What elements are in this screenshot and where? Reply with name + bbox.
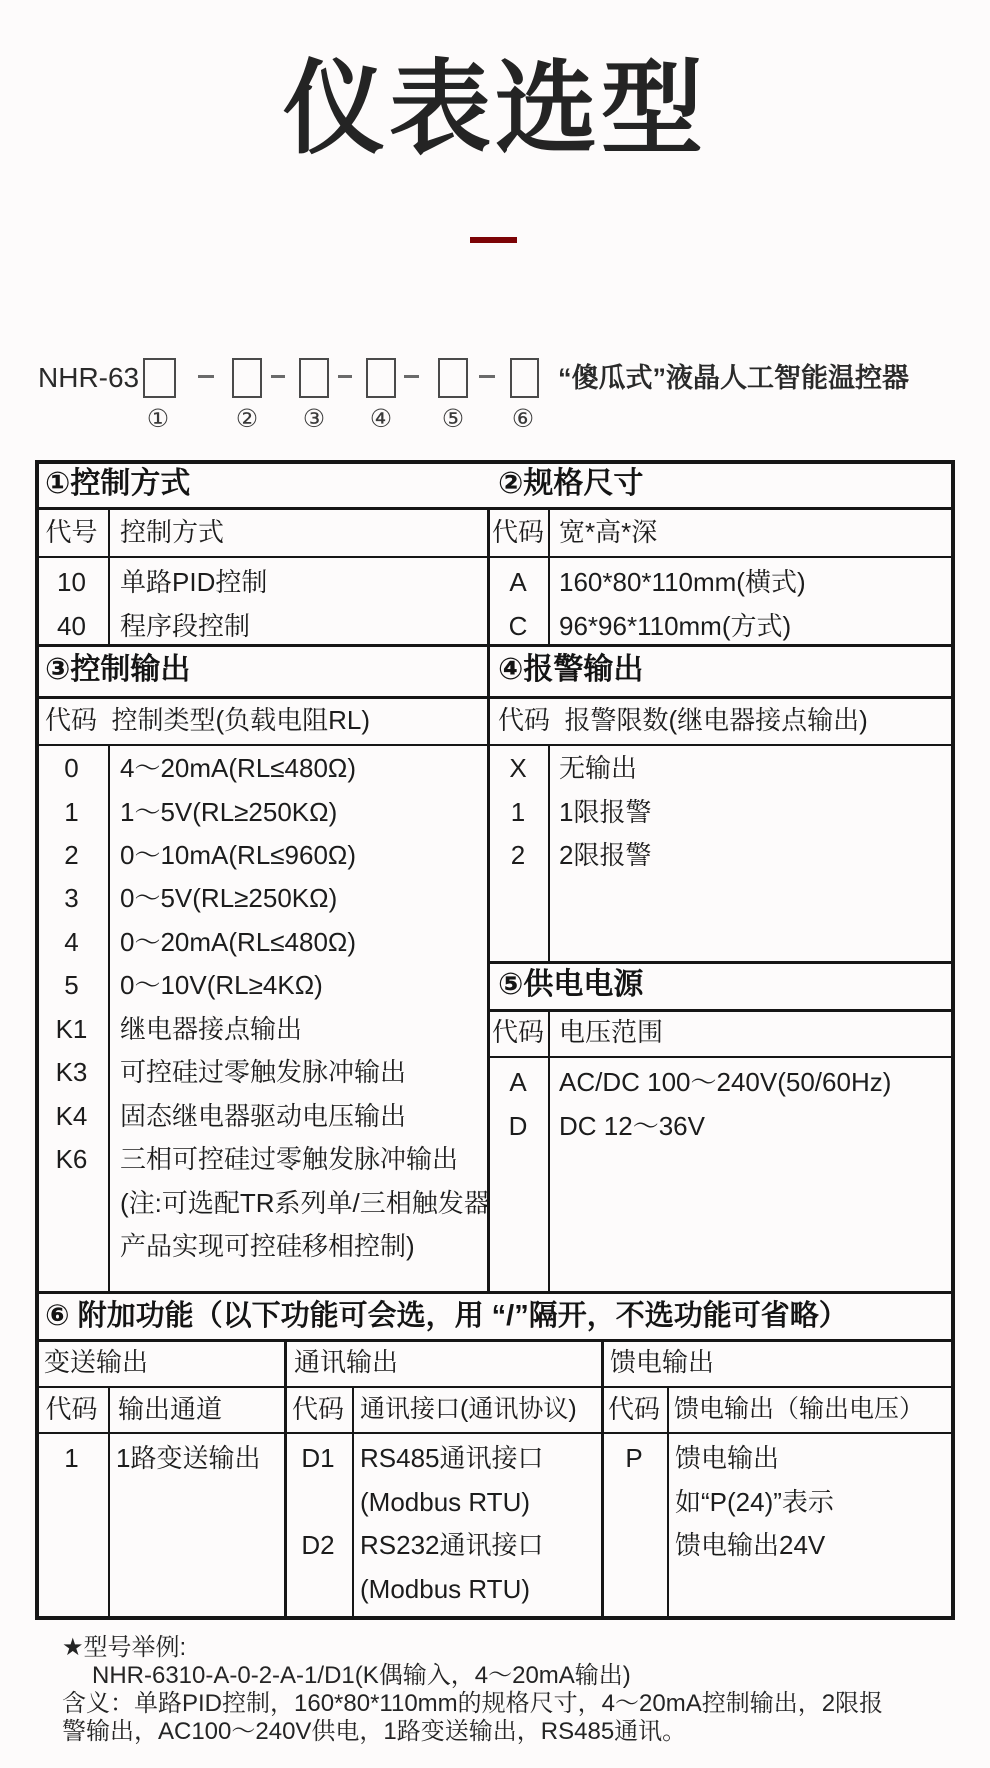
s2-code-header: 代码 [491,517,544,547]
model-dash-2 [271,375,285,378]
table-cell: 1 [64,797,79,827]
divider [35,1339,955,1342]
divider [108,1386,110,1616]
s3-note-line2: 产品实现可控硅移相控制) [120,1231,415,1261]
table-cell: 继电器接点输出 [120,1014,303,1044]
g1-code-header: 代码 [45,1394,98,1424]
table-cell: 无输出 [559,753,638,783]
table-cell: 1限报警 [559,797,652,827]
model-dash-3 [338,375,352,378]
table-cell: A [509,567,527,597]
table-cell: 4 [64,927,79,957]
model-code-box-6 [510,358,539,398]
s2-type-header: 宽*高*深 [559,517,658,547]
table-cell: RS485通讯接口 [360,1443,544,1473]
table-cell: AC/DC 100～240V(50/60Hz) [559,1067,892,1097]
table-cell: 2 [64,840,79,870]
model-dash-5 [479,375,495,378]
s5-type-header: 电压范围 [559,1017,664,1047]
table-cell: DC 12～36V [559,1111,705,1141]
s3-note-line1: (注:可选配TR系列单/三相触发器 [120,1188,490,1218]
divider [35,644,955,647]
g2-code-header: 代码 [291,1394,344,1424]
example-meaning-line1: 含义：单路PID控制，160*80*110mm的规格尺寸，4～20mA控制输出，2限报 [62,1690,884,1717]
s6-group1-title: 变送输出 [44,1347,149,1377]
s1-type-header: 控制方式 [120,517,225,547]
table-cell: 三相可控硅过零触发脉冲输出 [120,1144,459,1174]
model-code-box-4 [366,358,396,398]
section5-title: ⑤供电电源 [498,968,644,1001]
divider [488,1009,955,1012]
divider [488,961,955,964]
divider [35,507,955,510]
title-underline [470,237,517,243]
s6-group3-title: 馈电输出 [610,1347,715,1377]
page-title: 仪表选型 [283,52,707,166]
divider [35,556,955,558]
table-cell: (Modbus RTU) [360,1574,531,1604]
s1-code-header: 代号 [45,517,98,547]
divider [488,1056,955,1058]
table-cell: K3 [55,1057,88,1087]
divider [548,744,550,963]
table-cell: 固态继电器驱动电压输出 [120,1101,407,1131]
table-cell: 96*96*110mm(方式) [559,611,792,641]
table-cell: 如“P(24)”表示 [675,1487,834,1517]
divider [35,1432,955,1434]
model-code-box-3 [299,358,329,398]
divider [548,507,550,647]
divider [35,696,955,699]
g3-type-header: 馈电输出（输出电压） [674,1395,925,1423]
table-border-bottom [35,1616,955,1620]
model-code-box-1 [143,358,176,398]
section2-title: ②规格尺寸 [498,467,644,500]
table-cell: 1～5V(RL≥250KΩ) [120,797,338,827]
section3-title: ③控制输出 [45,653,191,686]
table-cell: 160*80*110mm(横式) [559,567,806,597]
table-cell: 0～5V(RL≥250KΩ) [120,883,338,913]
s6-group2-title: 通讯输出 [294,1347,399,1377]
digit-label-6: ⑥ [511,405,535,433]
table-cell: K1 [55,1014,88,1044]
model-prefix: NHR-63 [38,362,140,393]
table-cell: C [508,611,528,641]
example-meaning-line2: 警输出，AC100～240V供电，1路变送输出，RS485通讯。 [62,1718,687,1745]
table-cell: 馈电输出24V [675,1530,826,1560]
table-border-right [951,460,955,1620]
g3-code-header: 代码 [607,1394,660,1424]
table-cell: 可控硅过零触发脉冲输出 [120,1057,407,1087]
example-heading: ★型号举例: [62,1634,187,1661]
table-cell: A [509,1067,527,1097]
table-cell: 0～10mA(RL≤960Ω) [120,840,357,870]
model-dash-4 [404,375,419,378]
table-cell: 40 [57,611,86,641]
section1-title: ①控制方式 [45,467,191,500]
table-cell: 1 [64,1443,79,1473]
table-cell: 0 [64,753,79,783]
table-cell: D [508,1111,528,1141]
table-border-top [35,460,955,464]
table-cell: (Modbus RTU) [360,1487,531,1517]
table-cell: 馈电输出 [675,1443,780,1473]
table-cell: RS232通讯接口 [360,1530,544,1560]
model-code-box-5 [438,358,468,398]
s5-code-header: 代码 [491,1017,544,1047]
digit-label-5: ⑤ [441,405,465,433]
digit-label-3: ③ [302,405,326,433]
s4-header: 代码 报警限数(继电器接点输出) [498,705,868,735]
table-cell: K6 [55,1144,88,1174]
divider [108,744,110,1293]
table-cell: 0～20mA(RL≤480Ω) [120,927,357,957]
divider [35,744,955,746]
section4-title: ④报警输出 [498,653,644,686]
table-cell: K4 [55,1101,88,1131]
table-cell: D1 [301,1443,335,1473]
divider [108,507,110,647]
divider [667,1386,669,1616]
digit-label-4: ④ [369,405,393,433]
divider [35,1386,955,1388]
table-cell: P [625,1443,643,1473]
model-code-box-2 [232,358,262,398]
table-cell: 10 [57,567,86,597]
table-cell: X [509,753,527,783]
table-cell: 0～10V(RL≥4KΩ) [120,970,323,1000]
digit-label-2: ② [235,405,259,433]
table-cell: 5 [64,970,79,1000]
table-cell: 3 [64,883,79,913]
divider [601,1339,604,1616]
g2-type-header: 通讯接口(通讯协议) [360,1395,577,1423]
model-suffix: “傻瓜式”液晶人工智能温控器 [558,363,909,393]
table-cell: D2 [301,1530,335,1560]
table-cell: 2 [510,840,526,870]
model-dash-1 [198,375,214,378]
divider [548,1009,550,1293]
s3-header: 代码 控制类型(负载电阻RL) [45,705,371,735]
section6-title: ⑥ 附加功能（以下功能可会选，用 “/”隔开，不选功能可省略） [45,1300,848,1332]
table-cell: 2限报警 [559,840,652,870]
g1-type-header: 输出通道 [118,1394,223,1424]
table-cell: 4～20mA(RL≤480Ω) [120,753,357,783]
example-model: NHR-6310-A-0-2-A-1/D1(K偶输入，4～20mA输出) [92,1662,631,1689]
table-cell: 1路变送输出 [116,1443,261,1473]
table-cell: 单路PID控制 [120,567,268,597]
divider [284,1339,287,1616]
table-cell: 1 [510,797,526,827]
divider [35,1291,955,1294]
divider [352,1386,354,1616]
digit-label-1: ① [146,405,170,433]
table-cell: 程序段控制 [120,611,251,641]
